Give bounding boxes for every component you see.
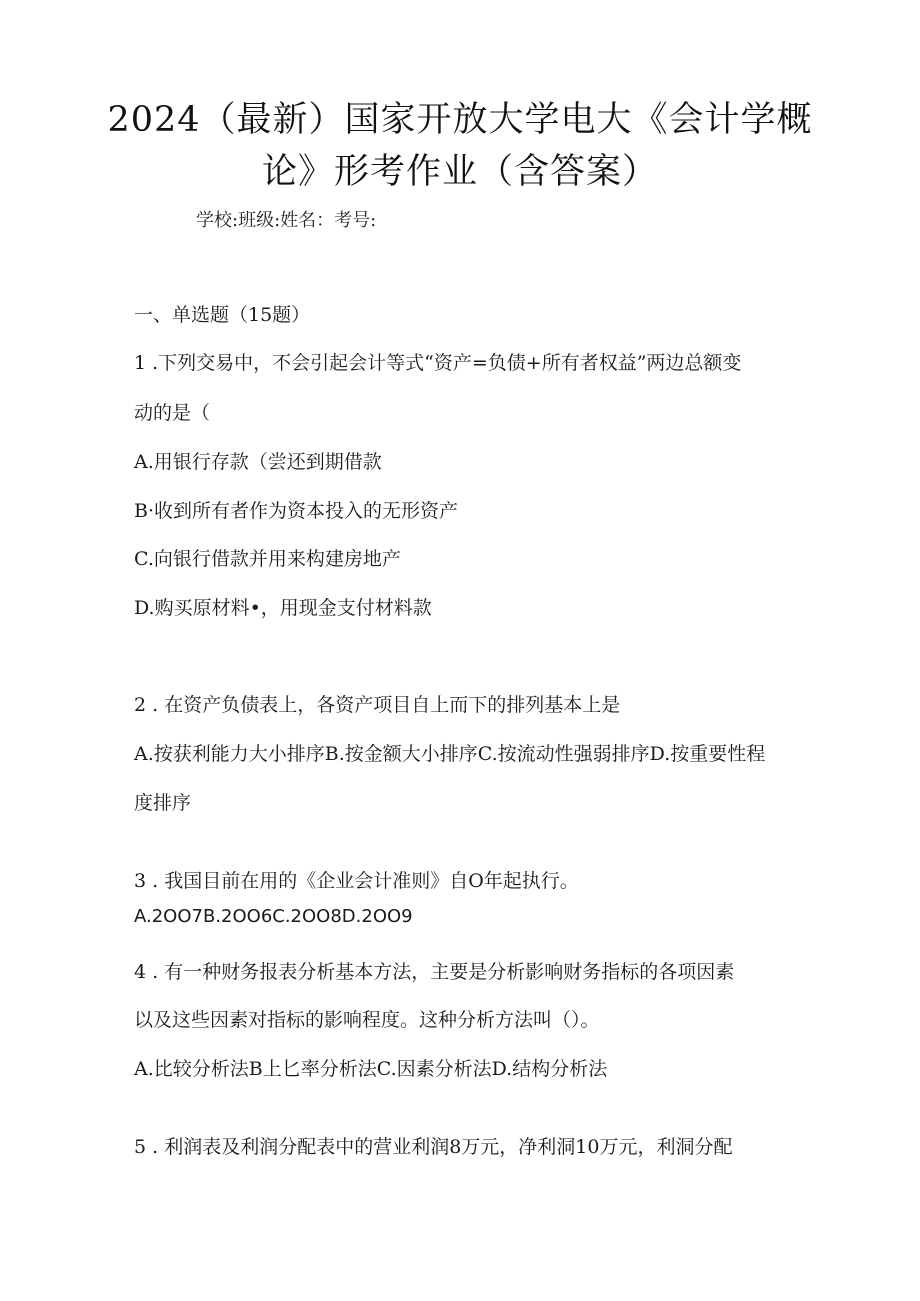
question-1-option-a: A.用银行存款（尝还到期借款 <box>134 451 382 473</box>
question-1-text-line-2: 动的是（ <box>134 402 211 424</box>
student-info-line: 学校:班级:姓名：考号: <box>196 210 377 231</box>
question-5-text-line-1: 5 . 利润表及利润分配表中的营业利润8万元，净利洞10万元，利洞分配 <box>134 1136 733 1158</box>
question-1-option-d: D.购买原材料•，用现金支付材料款 <box>134 597 432 619</box>
question-4-text-line-2: 以及这些因素对指标的影响程度。这种分析方法叫（）。 <box>134 1009 600 1031</box>
question-2-options-line-2: 度排序 <box>134 792 192 814</box>
section-heading: 一、单选题（15题） <box>134 304 311 326</box>
question-1-option-b: B·收到所有者作为资本投入的无形资产 <box>134 500 459 522</box>
question-4-options-line-1: A.比较分析法B上匕率分析法C.因素分析法D.结构分析法 <box>134 1058 608 1080</box>
document-title-line-1: 2024（最新）国家开放大学电大《会计学概 <box>107 100 813 140</box>
question-1-option-c: C.向银行借款并用来构建房地产 <box>134 548 401 570</box>
question-4-text-line-1: 4 . 有一种财务报表分析基本方法，主要是分析影响财务指标的各项因素 <box>134 961 735 983</box>
question-3-text-line-1: 3 . 我国目前在用的《企业会计准则》自O年起执行。 <box>134 870 579 892</box>
question-2-text-line-1: 2 . 在资产负债表上，各资产项目自上而下的排列基本上是 <box>134 694 621 716</box>
question-2-options-line-1: A.按获利能力大小排序B.按金额大小排序C.按流动性强弱排序D.按重要性程 <box>134 743 766 765</box>
document-title-line-2: 论》形考作业（含答案） <box>261 152 658 192</box>
question-1-text-line-1: 1 .下列交易中，不会引起会计等式“资产=负债+所有者权益”两边总额变 <box>134 352 742 374</box>
question-3-options-line-1: A.2OO7B.2OO6C.2OO8D.2OO9 <box>134 906 413 927</box>
